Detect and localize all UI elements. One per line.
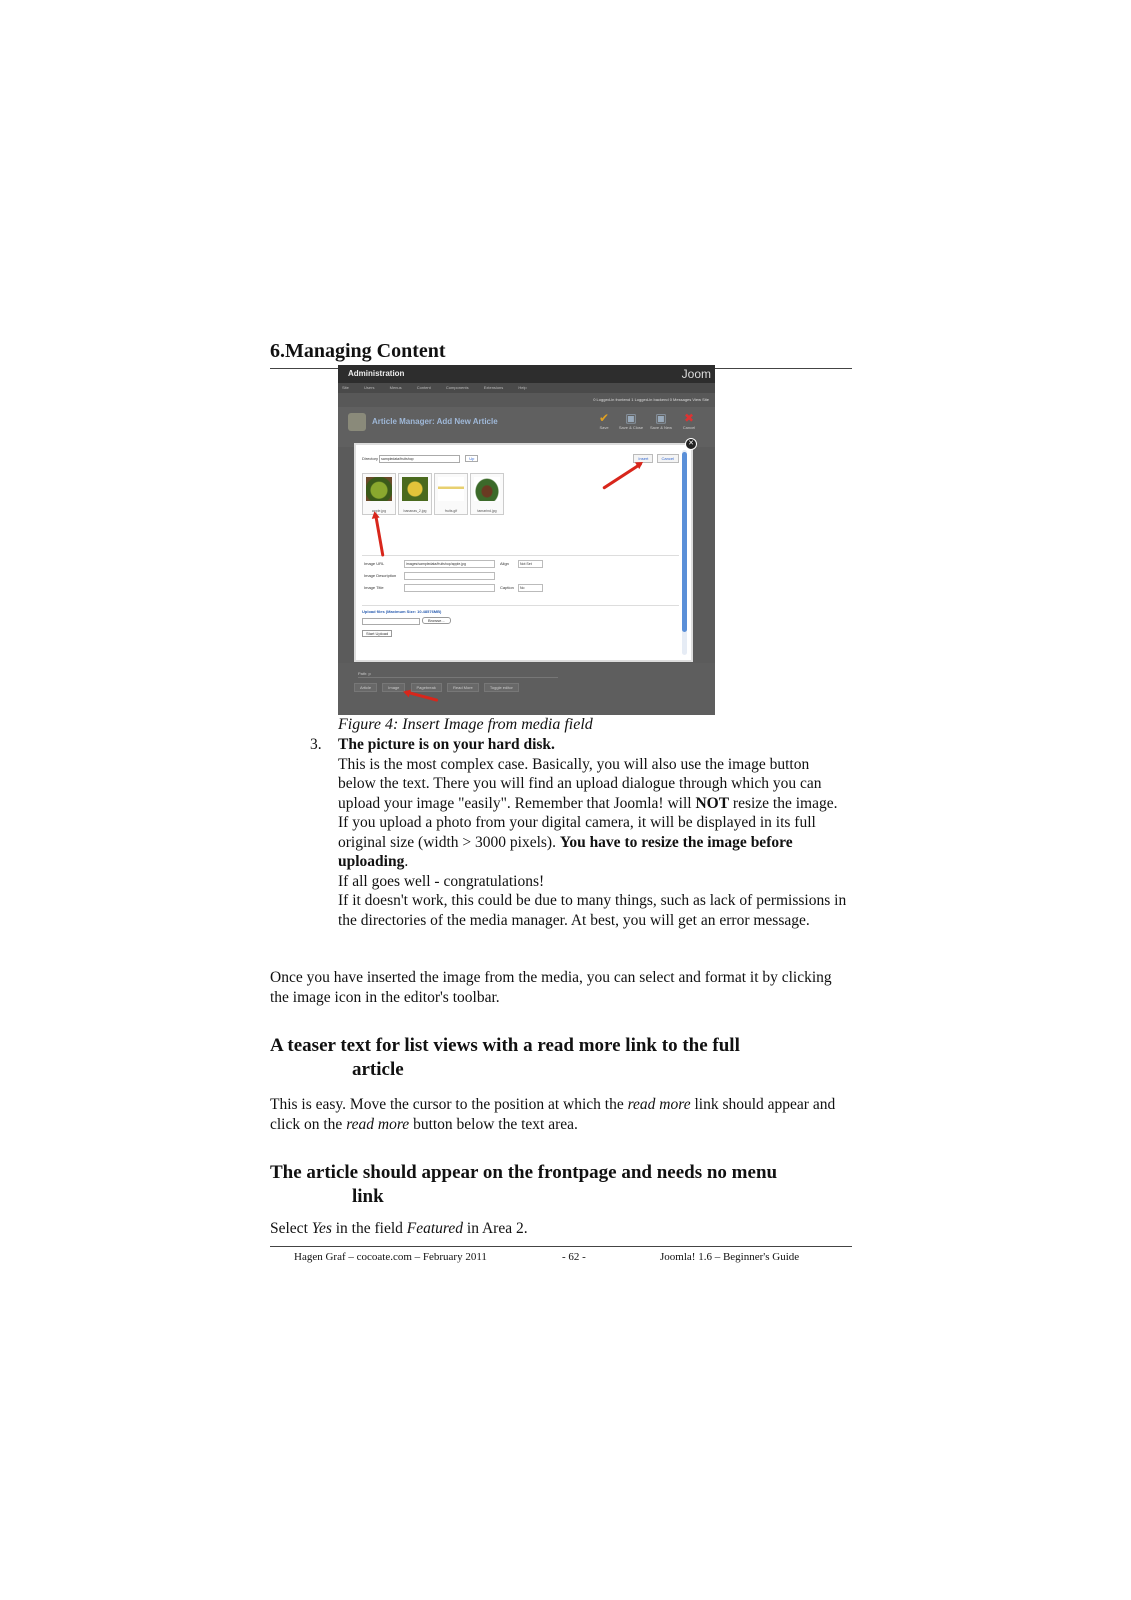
frontpage-paragraph: Select Yes in the field Featured in Area 2. xyxy=(270,1220,528,1237)
insert-button: Insert xyxy=(633,454,653,463)
directory-select: sampledata/fruitshop xyxy=(379,455,460,463)
list-item-heading: The picture is on your hard disk. xyxy=(338,736,555,753)
menu-item: Help xyxy=(518,385,527,390)
teaser-paragraph: This is easy. Move the cursor to the position at which the read more link should appear and click on the read more button below the text area. xyxy=(270,1096,836,1133)
menu-item: Users xyxy=(364,385,375,390)
article-manager-icon xyxy=(348,413,366,431)
footer-page-number: - 62 - xyxy=(562,1251,586,1263)
article-manager-titlebar xyxy=(338,407,715,447)
pagebreak-editor-button: Pagebreak xyxy=(411,683,442,692)
menu-item: Site xyxy=(342,385,349,390)
figure-caption: Figure 4: Insert Image from media field xyxy=(338,716,593,733)
fruits-image xyxy=(438,477,464,501)
browse-button: Browse... xyxy=(422,617,451,624)
thumbnail: bananas_2.jpg xyxy=(398,473,432,515)
body-paragraph: Once you have inserted the image from the media, you can select and format it by clicking the image icon in the editor's toolbar. xyxy=(270,969,832,1006)
section-heading-frontpage: The article should appear on the frontpage and needs no menu link xyxy=(270,1162,778,1207)
chapter-title: 6.Managing Content xyxy=(270,340,446,362)
footer-book-title: Joomla! 1.6 – Beginner's Guide xyxy=(660,1251,800,1263)
cancel-toolbar-button: ✖ Cancel xyxy=(676,411,702,430)
list-item xyxy=(338,735,850,930)
cancel-button: Cancel xyxy=(657,454,679,463)
menu-item: Menus xyxy=(389,385,402,390)
menu-item: Extensions xyxy=(483,385,504,390)
close-icon: ✕ xyxy=(685,438,697,450)
admin-topbar: Administration xyxy=(338,365,715,383)
thumbnail: apple.jpg xyxy=(362,473,396,515)
readmore-editor-button: Read More xyxy=(447,683,479,692)
image-url-label: Image URL xyxy=(364,561,385,566)
image-fields xyxy=(362,555,679,597)
list-number: 3. xyxy=(310,736,322,753)
menu-item: Content xyxy=(416,385,431,390)
insert-image-dialog xyxy=(354,440,694,662)
image-editor-button: Image xyxy=(382,683,405,692)
directory-label: Directory xyxy=(362,456,379,462)
figure-screenshot xyxy=(338,365,715,715)
editor-button-row xyxy=(354,683,523,692)
image-url-field: images/sampledata/fruitshop/apple.jpg xyxy=(404,560,495,568)
align-label: Align xyxy=(500,561,509,566)
save-close-toolbar-button: ▣ Save & Close xyxy=(618,411,644,430)
list-item-paragraph: If all goes well - congratulations! xyxy=(338,872,545,890)
image-description-field xyxy=(404,572,495,580)
image-title-field xyxy=(404,584,495,592)
admin-statusbar: 0 Logged-in frontend 1 Logged-in backend 0 Messages View Site xyxy=(338,393,715,407)
apple-image xyxy=(366,477,392,501)
toggle-editor-button: Toggle editor xyxy=(484,683,519,692)
admin-menubar xyxy=(338,383,715,393)
dialog-scrollbar xyxy=(682,450,687,655)
check-icon: ✔ xyxy=(598,411,610,425)
editor-footer xyxy=(338,663,715,715)
up-button: Up xyxy=(465,455,478,462)
file-input xyxy=(362,618,420,625)
thumbnail: tamarind.jpg xyxy=(470,473,504,515)
list-item-paragraph: If it doesn't work, this could be due to many things, such as lack of permissions in the directories of the media manager. At best, you will get an error message. xyxy=(338,892,847,929)
caption-label: Caption xyxy=(500,585,514,590)
save-new-toolbar-button: ▣ Save & New xyxy=(649,411,672,430)
article-manager-title: Article Manager: Add New Article xyxy=(372,417,498,426)
joomla-logo: Joom xyxy=(681,367,711,381)
image-title-label: Image Title xyxy=(364,585,384,590)
save-new-icon: ▣ xyxy=(655,411,667,425)
page-footer xyxy=(270,1246,852,1267)
footer-author: Hagen Graf – cocoate.com – February 2011 xyxy=(294,1251,487,1263)
section-heading-teaser: A teaser text for list views with a read more link to the full article xyxy=(270,1035,740,1080)
cancel-icon: ✖ xyxy=(683,411,695,425)
directory-row xyxy=(362,455,478,463)
align-select: Not Set xyxy=(518,560,543,568)
menu-item: Components xyxy=(445,385,469,390)
start-upload-button: Start Upload xyxy=(362,630,392,637)
image-description-label: Image Description xyxy=(364,573,397,578)
save-toolbar-button: ✔ Save xyxy=(591,411,617,430)
list-item-paragraph: This is the most complex case. Basically, you will also use the image button below the text. There you will find an upload dialogue through which you can upload your image "easily". Remember that Joomla! will NOT resize the image. If you upload a photo from your digital camera, it will be displayed in its full original size (width > 3000 pixels). You have to resize the image before uploading. xyxy=(338,755,838,870)
article-editor-button: Article xyxy=(354,683,377,692)
caption-select: No xyxy=(518,584,543,592)
tamarind-image xyxy=(474,477,500,501)
bananas-image xyxy=(402,477,428,501)
upload-section xyxy=(362,605,679,636)
path-line: Path: p xyxy=(358,671,558,678)
save-icon: ▣ xyxy=(625,411,637,425)
thumbnail: fruits.gif xyxy=(434,473,468,515)
upload-label: Upload files (Maximum Size: 10.48576MB) xyxy=(362,609,442,614)
